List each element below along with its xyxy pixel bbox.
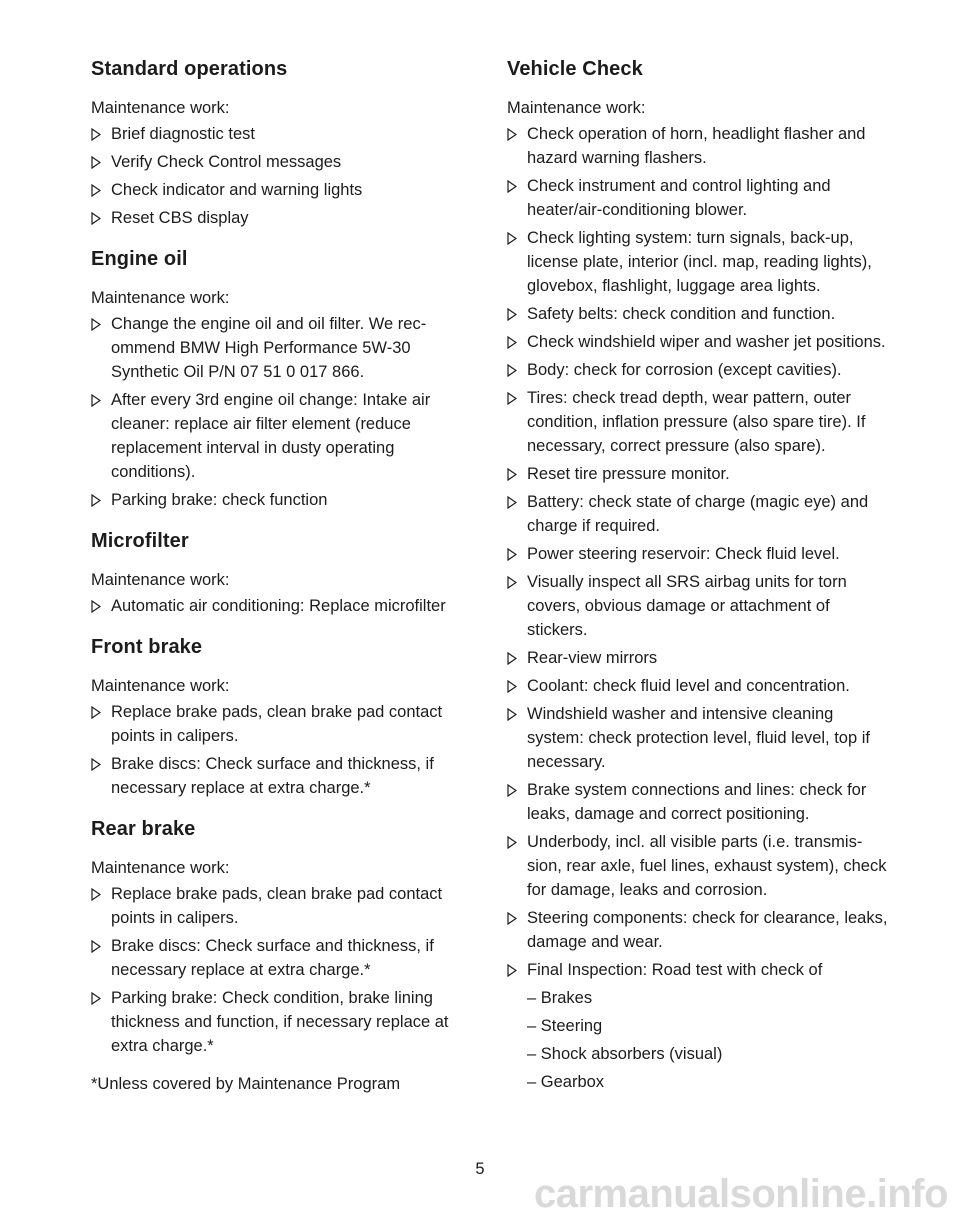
list-item [91, 206, 476, 230]
triangle-right-icon [507, 128, 517, 141]
triangle-right-icon [507, 912, 517, 925]
list-item-text: Brake discs: Check surface and thickness, if necessary replace at extra charge.* [111, 937, 434, 979]
list-item-text: Parking brake: check function [111, 491, 328, 509]
maintenance-list [91, 312, 476, 512]
page-number: 5 [475, 1160, 485, 1178]
triangle-right-icon [507, 964, 517, 977]
list-item-text: Brake discs: Check surface and thickness, if necessary replace at extra charge.* [111, 755, 434, 797]
list-item-text: Steering components: check for clearance, leaks, damage and wear. [527, 909, 888, 951]
triangle-right-icon [507, 680, 517, 693]
section-intro: Maintenance work: [91, 677, 230, 695]
footnote: *Unless covered by Maintenance Program [91, 1075, 401, 1093]
triangle-right-icon [91, 706, 101, 719]
list-item-text: Verify Check Control messages [111, 153, 342, 171]
list-item-text: Parking brake: Check condition, brake lining thickness and function, if necessary replace at extra charge.* [111, 989, 449, 1055]
list-item [91, 388, 476, 484]
list-item [507, 462, 892, 486]
sub-list-item: – Shock absorbers (visual) [527, 1045, 723, 1063]
list-item [507, 778, 892, 826]
triangle-right-icon [507, 652, 517, 665]
list-item-text: Automatic air conditioning: Replace microfilter [111, 597, 446, 615]
section-intro: Maintenance work: [507, 99, 646, 117]
section-microfilter [91, 526, 476, 618]
sub-list-item: – Gearbox [527, 1073, 605, 1091]
list-item [91, 700, 476, 748]
triangle-right-icon [91, 128, 101, 141]
list-item-text: Coolant: check fluid level and concentration. [527, 677, 850, 695]
triangle-right-icon [507, 784, 517, 797]
list-item-text: Check lighting system: turn signals, back-up, license plate, interior (incl. map, reading lights), glovebox, flashlight, luggage area lights. [527, 229, 872, 295]
list-item [507, 906, 892, 954]
sub-list-item: – Steering [527, 1017, 603, 1035]
list-item [507, 490, 892, 538]
list-item [91, 312, 476, 384]
section-rear-brake [91, 814, 476, 1058]
triangle-right-icon [91, 318, 101, 331]
section-title: Standard operations [91, 58, 288, 80]
triangle-right-icon [507, 392, 517, 405]
list-item [91, 150, 476, 174]
list-item [91, 934, 476, 982]
maintenance-list [91, 882, 476, 1058]
list-item [91, 178, 476, 202]
list-item-text: Replace brake pads, clean brake pad contact points in calipers. [111, 885, 443, 927]
triangle-right-icon [507, 468, 517, 481]
list-item-text: Final Inspection: Road test with check of [527, 961, 823, 979]
list-item [91, 882, 476, 930]
triangle-right-icon [91, 992, 101, 1005]
list-item-text: Reset tire pressure monitor. [527, 465, 730, 483]
list-item [507, 958, 892, 982]
section-title: Engine oil [91, 248, 188, 270]
list-item [507, 570, 892, 642]
list-item-text: Reset CBS display [111, 209, 249, 227]
triangle-right-icon [91, 212, 101, 225]
triangle-right-icon [507, 308, 517, 321]
maintenance-list [91, 122, 476, 230]
triangle-right-icon [507, 180, 517, 193]
list-item [91, 594, 476, 618]
list-item-text: Rear-view mirrors [527, 649, 658, 667]
list-item [507, 330, 892, 354]
triangle-right-icon [91, 758, 101, 771]
triangle-right-icon [507, 364, 517, 377]
triangle-right-icon [507, 548, 517, 561]
list-item-text: After every 3rd engine oil change: Intake air cleaner: replace air filter element (reduce replacement interval in dusty operating conditions). [111, 391, 431, 481]
list-item-text: Tires: check tread depth, wear pattern, outer condition, inflation pressure (also spare tire). If necessary, correct pressure (also spare). [527, 389, 866, 455]
section-standard-operations [91, 54, 476, 230]
list-item-text: Windshield washer and intensive cleaning system: check protection level, fluid level, top if necessary. [527, 705, 870, 771]
triangle-right-icon [91, 888, 101, 901]
maintenance-list [91, 700, 476, 800]
list-item [507, 830, 892, 902]
list-item [507, 702, 892, 774]
triangle-right-icon [91, 156, 101, 169]
triangle-right-icon [91, 940, 101, 953]
list-item [507, 302, 892, 326]
triangle-right-icon [507, 336, 517, 349]
triangle-right-icon [507, 496, 517, 509]
final-inspection-sublist [507, 986, 892, 1094]
list-item [507, 674, 892, 698]
list-item [507, 358, 892, 382]
list-item [91, 986, 476, 1058]
list-item [91, 488, 476, 512]
list-item [507, 386, 892, 458]
list-item [91, 122, 476, 146]
list-item [91, 752, 476, 800]
section-vehicle-check [507, 54, 892, 1094]
section-intro: Maintenance work: [91, 859, 230, 877]
triangle-right-icon [91, 394, 101, 407]
triangle-right-icon [91, 184, 101, 197]
section-title: Vehicle Check [507, 58, 643, 80]
list-item-text: Body: check for corrosion (except cavities). [527, 361, 842, 379]
maintenance-list [507, 122, 892, 982]
section-title: Rear brake [91, 818, 196, 840]
section-engine-oil [91, 244, 476, 512]
list-item [507, 226, 892, 298]
triangle-right-icon [91, 494, 101, 507]
section-intro: Maintenance work: [91, 571, 230, 589]
list-item-text: Check windshield wiper and washer jet positions. [527, 333, 886, 351]
triangle-right-icon [507, 836, 517, 849]
list-item-text: Change the engine oil and oil filter. We rec-ommend BMW High Performance 5W-30 Synthetic Oil P/N 07 51 0 017 866. [111, 315, 427, 381]
list-item-text: Power steering reservoir: Check fluid level. [527, 545, 840, 563]
triangle-right-icon [507, 232, 517, 245]
list-item-text: Brake system connections and lines: check for leaks, damage and correct positioning. [527, 781, 867, 823]
list-item-text: Battery: check state of charge (magic eye) and charge if required. [527, 493, 869, 535]
sub-list-item: – Brakes [527, 989, 593, 1007]
maintenance-list [91, 594, 476, 618]
triangle-right-icon [507, 576, 517, 589]
triangle-right-icon [507, 708, 517, 721]
right-column [507, 54, 892, 1108]
triangle-right-icon [91, 600, 101, 613]
list-item-text: Check instrument and control lighting and heater/air-conditioning blower. [527, 177, 831, 219]
list-item-text: Check indicator and warning lights [111, 181, 363, 199]
list-item-text: Replace brake pads, clean brake pad contact points in calipers. [111, 703, 443, 745]
list-item [507, 174, 892, 222]
section-front-brake [91, 632, 476, 800]
left-column [91, 54, 476, 1113]
list-item [507, 542, 892, 566]
list-item-text: Check operation of horn, headlight flasher and hazard warning flashers. [527, 125, 866, 167]
list-item [507, 646, 892, 670]
watermark: carmanualsonline.info [533, 1172, 948, 1216]
section-intro: Maintenance work: [91, 289, 230, 307]
list-item-text: Visually inspect all SRS airbag units for torn covers, obvious damage or attachment of stickers. [527, 573, 847, 639]
section-intro: Maintenance work: [91, 99, 230, 117]
section-title: Microfilter [91, 530, 189, 552]
list-item-text: Brief diagnostic test [111, 125, 255, 143]
list-item [507, 122, 892, 170]
list-item-text: Safety belts: check condition and function. [527, 305, 836, 323]
section-title: Front brake [91, 636, 203, 658]
list-item-text: Underbody, incl. all visible parts (i.e. transmis-sion, rear axle, fuel lines, exhaust system), check for damage, leaks and corrosion. [527, 833, 887, 899]
